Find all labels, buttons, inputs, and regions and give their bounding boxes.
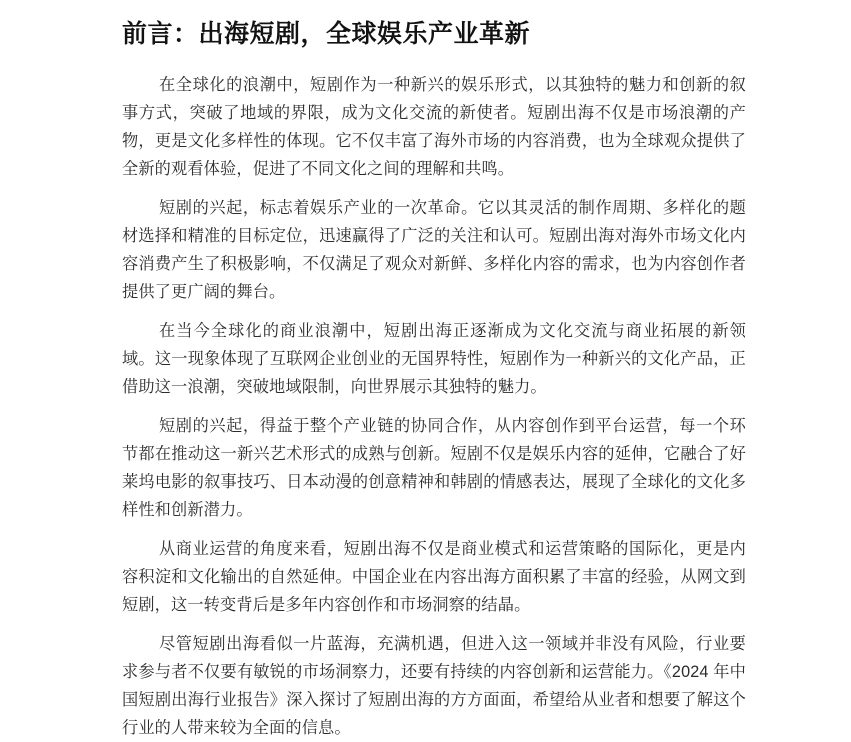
paragraph-list [122, 71, 746, 742]
body-paragraph: 在当今全球化的商业浪潮中，短剧出海正逐渐成为文化交流与商业拓展的新领域。这一现象体现了互联网企业创业的无国界特性，短剧作为一种新兴的文化产品，正借助这一浪潮，突破地域限制，向世界展示其独特的魅力。 [122, 321, 746, 396]
page-title: 前言：出海短剧，全球娱乐产业革新 [122, 20, 531, 48]
body-paragraph: 尽管短剧出海看似一片蓝海，充满机遇，但进入这一领域并非没有风险，行业要求参与者不仅要有敏锐的市场洞察力，还要有持续的内容创新和运营能力。《2024 年中国短剧出海行业报告》深入探讨了短剧出海的方方面面，希望给从业者和想要了解这个行业的人带来较为全面的信息。 [122, 634, 746, 737]
document-body [122, 0, 746, 742]
body-paragraph: 短剧的兴起，标志着娱乐产业的一次革命。它以其灵活的制作周期、多样化的题材选择和精准的目标定位，迅速赢得了广泛的关注和认可。短剧出海对海外市场文化内容消费产生了积极影响，不仅满足了观众对新鲜、多样化内容的需求，也为内容创作者提供了更广阔的舞台。 [122, 198, 746, 301]
body-paragraph: 从商业运营的角度来看，短剧出海不仅是商业模式和运营策略的国际化，更是内容积淀和文化输出的自然延伸。中国企业在内容出海方面积累了丰富的经验，从网文到短剧，这一转变背后是多年内容创作和市场洞察的结晶。 [122, 539, 746, 614]
body-paragraph: 在全球化的浪潮中，短剧作为一种新兴的娱乐形式，以其独特的魅力和创新的叙事方式，突破了地域的界限，成为文化交流的新使者。短剧出海不仅是市场浪潮的产物，更是文化多样性的体现。它不仅丰富了海外市场的内容消费，也为全球观众提供了全新的观看体验，促进了不同文化之间的理解和共鸣。 [122, 75, 746, 178]
body-paragraph: 短剧的兴起，得益于整个产业链的协同合作，从内容创作到平台运营，每一个环节都在推动这一新兴艺术形式的成熟与创新。短剧不仅是娱乐内容的延伸，它融合了好莱坞电影的叙事技巧、日本动漫的创意精神和韩剧的情感表达，展现了全球化的文化多样性和创新潜力。 [122, 416, 746, 519]
